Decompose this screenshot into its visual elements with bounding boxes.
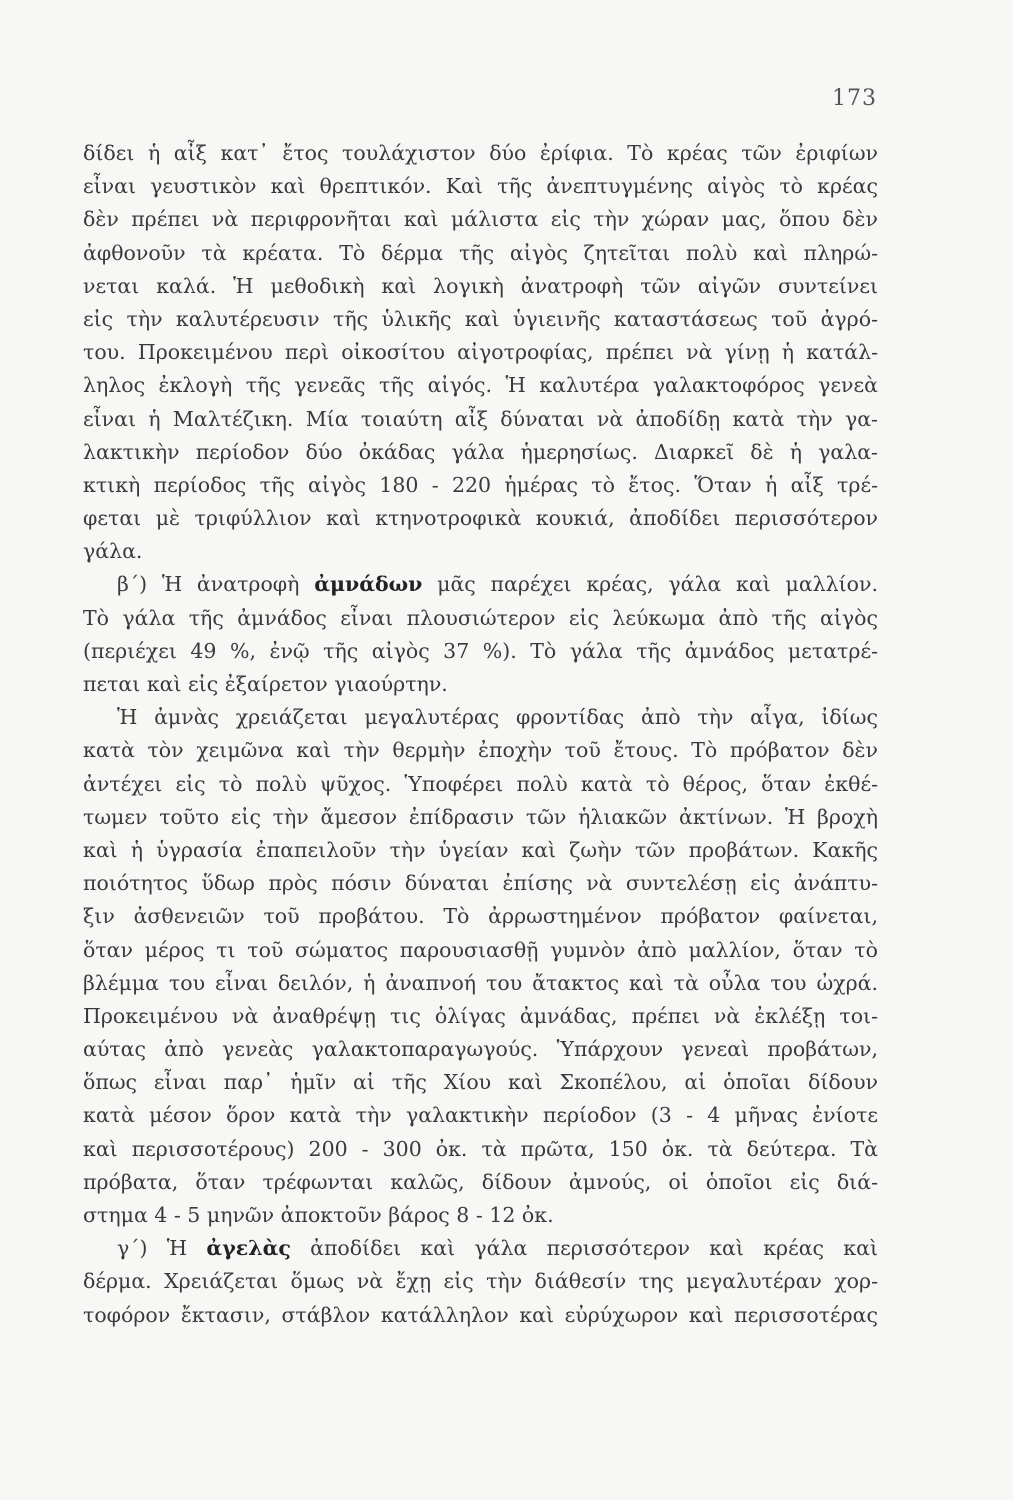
text-span: β΄) Ἡ ἀνατροφὴ	[117, 572, 315, 597]
text-line: ἀφθονοῦν τὰ κρέατα. Τὸ δέρμα τῆς αἰγὸς ζητεῖται πολὺ καὶ πληρώ-	[83, 240, 878, 265]
text-line: αύτας ἀπὸ γενεὰς γαλακτοπαραγωγούς. Ὑπάρχουν γενεαὶ προβάτων,	[83, 1037, 878, 1062]
text-line: του. Προκειμένου περὶ οἰκοσίτου αἰγοτροφίας, πρέπει νὰ γίνῃ ἡ κατάλ-	[83, 340, 878, 365]
text-line: δὲν πρέπει νὰ περιφρονῆται καὶ μάλιστα εἰς τὴν χώραν μας, ὅπου δὲν	[83, 207, 878, 232]
text-span: ἀποδίδει καὶ γάλα περισσότερον καὶ κρέας καὶ	[290, 1236, 879, 1261]
text-line: λακτικὴν περίοδον δύο ὀκάδας γάλα ἡμερησίως. Διαρκεῖ δὲ ἡ γαλα-	[83, 439, 878, 464]
text-line: ὅπως εἶναι παρ᾽ ἡμῖν αἱ τῆς Χίου καὶ Σκοπέλου, αἱ ὁποῖαι δίδουν	[83, 1070, 878, 1095]
text-line: Τὸ γάλα τῆς ἀμνάδος εἶναι πλουσιώτερον εἰς λεύκωμα ἀπὸ τῆς αἰγὸς	[83, 605, 878, 630]
text-line: φεται μὲ τριφύλλιον καὶ κτηνοτροφικὰ κουκιά, ἀποδίδει περισσότερον	[83, 506, 878, 531]
bold-term: ἀμνάδων	[314, 572, 423, 597]
text-line: γάλα.	[83, 539, 143, 564]
text-line: ἀντέχει εἰς τὸ πολὺ ψῦχος. Ὑποφέρει πολὺ κατὰ τὸ θέρος, ὅταν ἐκθέ-	[83, 771, 878, 796]
page-body	[83, 137, 878, 1332]
text-line: (περιέχει 49 %, ἐνῷ τῆς αἰγὸς 37 %). Τὸ γάλα τῆς ἀμνάδος μετατρέ-	[83, 638, 878, 663]
text-line: κτικὴ περίοδος τῆς αἰγὸς 180 - 220 ἡμέρας τὸ ἔτος. Ὅταν ἡ αἶξ τρέ-	[83, 472, 878, 497]
text-line: νεται καλά. Ἡ μεθοδικὴ καὶ λογικὴ ἀνατροφὴ τῶν αἰγῶν συντείνει	[83, 273, 878, 298]
text-line: πεται καὶ εἰς ἐξαίρετον γιαούρτην.	[83, 672, 448, 696]
section-heading-line	[83, 1232, 878, 1265]
section-heading-line	[83, 568, 878, 601]
text-line: τωμεν τοῦτο εἰς τὴν ἄμεσον ἐπίδρασιν τῶν ἡλιακῶν ἀκτίνων. Ἡ βροχὴ	[83, 804, 878, 829]
text-line: βλέμμα του εἶναι δειλόν, ἡ ἀναπνοή του ἄτακτος καὶ τὰ οὖλα του ὠχρά.	[83, 970, 878, 995]
text-line: τοφόρον ἔκτασιν, στάβλον κατάλληλον καὶ εὐρύχωρον καὶ περισσοτέρας	[83, 1302, 878, 1327]
text-line: κατὰ τὸν χειμῶνα καὶ τὴν θερμὴν ἐποχὴν τοῦ ἔτους. Τὸ πρόβατον δὲν	[83, 738, 878, 763]
text-line: δέρμα. Χρειάζεται ὅμως νὰ ἔχῃ εἰς τὴν διάθεσίν της μεγαλυτέραν χορ-	[83, 1269, 878, 1294]
text-line: ληλος ἐκλογὴ τῆς γενεᾶς τῆς αἰγός. Ἡ καλυτέρα γαλακτοφόρος γενεὰ	[83, 373, 878, 398]
text-line: στημα 4 - 5 μηνῶν ἀποκτοῦν βάρος 8 - 12 ὀκ.	[83, 1203, 554, 1227]
text-line: εἶναι γευστικὸν καὶ θρεπτικόν. Καὶ τῆς ἀνεπτυγμένης αἰγὸς τὸ κρέας	[83, 174, 878, 199]
text-line: καὶ περισσοτέρους) 200 - 300 ὀκ. τὰ πρῶτα, 150 ὀκ. τὰ δεύτερα. Τὰ	[83, 1136, 878, 1161]
text-line: εἰς τὴν καλυτέρευσιν τῆς ὑλικῆς καὶ ὑγιεινῆς καταστάσεως τοῦ ἀγρό-	[83, 306, 878, 331]
text-line: πρόβατα, ὅταν τρέφωνται καλῶς, δίδουν ἀμνούς, οἱ ὁποῖοι εἰς διά-	[83, 1169, 878, 1194]
text-span: γ΄) Ἡ	[117, 1236, 207, 1261]
bold-term: ἀγελὰς	[206, 1236, 291, 1261]
page-number: 173	[832, 86, 877, 111]
text-line: κατὰ μέσον ὅρον κατὰ τὴν γαλακτικὴν περίοδον (3 - 4 μῆνας ἐνίοτε	[83, 1103, 878, 1128]
text-line: καὶ ἡ ὑγρασία ἐπαπειλοῦν τὴν ὑγείαν καὶ ζωὴν τῶν προβάτων. Κακῆς	[83, 837, 878, 862]
text-line: ποιότητος ὕδωρ πρὸς πόσιν δύναται ἐπίσης νὰ συντελέσῃ εἰς ἀνάπτυ-	[83, 871, 878, 896]
text-line: Προκειμένου νὰ ἀναθρέψῃ τις ὀλίγας ἀμνάδας, πρέπει νὰ ἐκλέξῃ τοι-	[83, 1003, 878, 1028]
text-line: ξιν ἀσθενειῶν τοῦ προβάτου. Τὸ ἀρρωστημένον πρόβατον φαίνεται,	[83, 904, 878, 929]
text-line: δίδει ἡ αἶξ κατ᾽ ἔτος τουλάχιστον δύο ἐρίφια. Τὸ κρέας τῶν ἐριφίων	[83, 141, 878, 165]
text-line: Ἡ ἀμνὰς χρειάζεται μεγαλυτέρας φροντίδας ἀπὸ τὴν αἶγα, ἰδίως	[117, 705, 878, 730]
text-line: εἶναι ἡ Μαλτέζικη. Μία τοιαύτη αἶξ δύναται νὰ ἀποδίδῃ κατὰ τὴν γα-	[83, 406, 878, 431]
text-span: μᾶς παρέχει κρέας, γάλα καὶ μαλλίον.	[422, 572, 879, 597]
text-line: ὅταν μέρος τι τοῦ σώματος παρουσιασθῇ γυμνὸν ἀπὸ μαλλίον, ὅταν τὸ	[83, 937, 878, 962]
